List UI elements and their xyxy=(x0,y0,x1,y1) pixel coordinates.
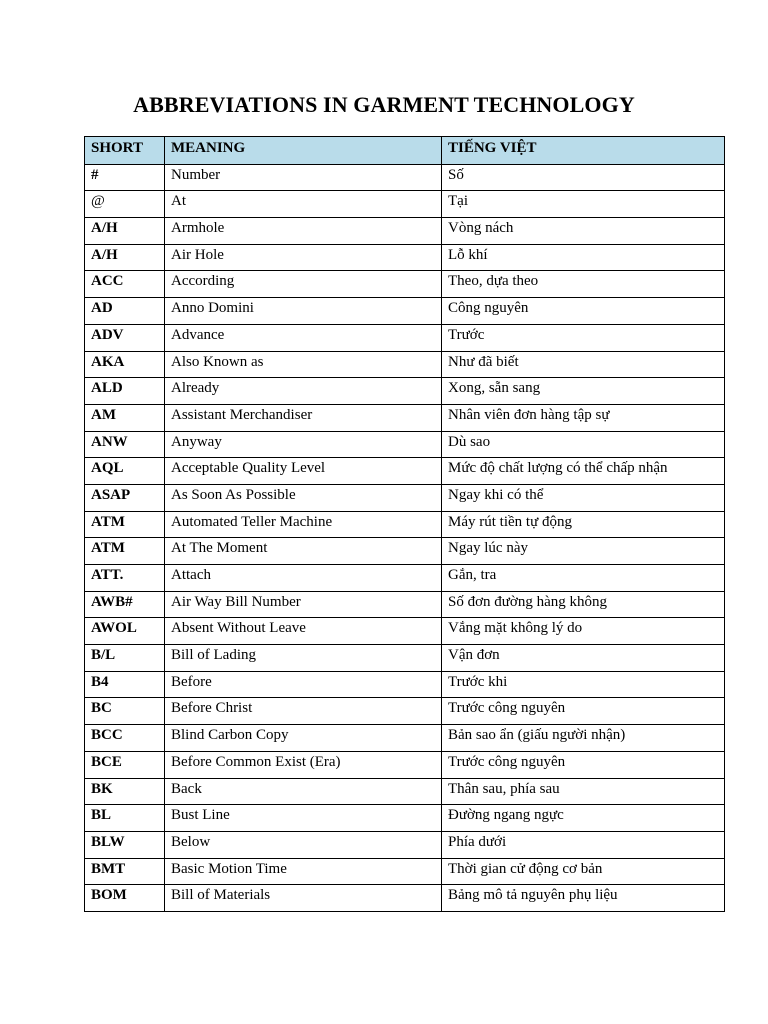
table-row xyxy=(85,191,725,218)
cell-short: AWB# xyxy=(85,591,165,618)
cell-meaning: Automated Teller Machine xyxy=(165,511,442,538)
cell-vietnamese: Mức độ chất lượng có thể chấp nhận xyxy=(442,458,725,485)
cell-meaning: Before Christ xyxy=(165,698,442,725)
cell-meaning: At The Moment xyxy=(165,538,442,565)
cell-short: ACC xyxy=(85,271,165,298)
table-header-row xyxy=(85,137,725,165)
cell-short: ADV xyxy=(85,324,165,351)
cell-vietnamese: Trước công nguyên xyxy=(442,751,725,778)
table-row xyxy=(85,831,725,858)
cell-vietnamese: Số đơn đường hàng không xyxy=(442,591,725,618)
cell-short: BL xyxy=(85,805,165,832)
table-row xyxy=(85,298,725,325)
cell-meaning: According xyxy=(165,271,442,298)
table-row xyxy=(85,778,725,805)
table-row xyxy=(85,431,725,458)
table-row xyxy=(85,565,725,592)
cell-short: BCC xyxy=(85,725,165,752)
cell-vietnamese: Như đã biết xyxy=(442,351,725,378)
table-row xyxy=(85,698,725,725)
table-row xyxy=(85,378,725,405)
cell-vietnamese: Thời gian cử động cơ bản xyxy=(442,858,725,885)
cell-short: B/L xyxy=(85,645,165,672)
table-row xyxy=(85,351,725,378)
column-header-vietnamese: TIẾNG VIỆT xyxy=(442,137,725,165)
cell-vietnamese: Công nguyên xyxy=(442,298,725,325)
cell-vietnamese: Phía dưới xyxy=(442,831,725,858)
cell-meaning: Anyway xyxy=(165,431,442,458)
cell-meaning: Also Known as xyxy=(165,351,442,378)
cell-short: ATM xyxy=(85,511,165,538)
cell-short: ATT. xyxy=(85,565,165,592)
cell-meaning: As Soon As Possible xyxy=(165,484,442,511)
cell-short: A/H xyxy=(85,244,165,271)
table-row xyxy=(85,484,725,511)
cell-meaning: Assistant Merchandiser xyxy=(165,404,442,431)
cell-meaning: Bill of Lading xyxy=(165,645,442,672)
cell-short: BCE xyxy=(85,751,165,778)
table-row xyxy=(85,458,725,485)
cell-meaning: Armhole xyxy=(165,218,442,245)
column-header-meaning: MEANING xyxy=(165,137,442,165)
table-row xyxy=(85,751,725,778)
cell-vietnamese: Vòng nách xyxy=(442,218,725,245)
abbreviations-table xyxy=(84,136,725,912)
table-row xyxy=(85,885,725,912)
cell-meaning: Basic Motion Time xyxy=(165,858,442,885)
cell-meaning: Absent Without Leave xyxy=(165,618,442,645)
table-row xyxy=(85,618,725,645)
table-row xyxy=(85,671,725,698)
cell-vietnamese: Lỗ khí xyxy=(442,244,725,271)
table-row xyxy=(85,404,725,431)
cell-short: AWOL xyxy=(85,618,165,645)
cell-vietnamese: Bảng mô tả nguyên phụ liệu xyxy=(442,885,725,912)
table-row xyxy=(85,324,725,351)
table-row xyxy=(85,271,725,298)
table-row xyxy=(85,645,725,672)
cell-meaning: Before xyxy=(165,671,442,698)
cell-short: BMT xyxy=(85,858,165,885)
cell-vietnamese: Ngay khi có thể xyxy=(442,484,725,511)
cell-meaning: Already xyxy=(165,378,442,405)
cell-vietnamese: Trước công nguyên xyxy=(442,698,725,725)
cell-vietnamese: Gắn, tra xyxy=(442,565,725,592)
cell-short: BC xyxy=(85,698,165,725)
cell-short: BOM xyxy=(85,885,165,912)
cell-meaning: Bust Line xyxy=(165,805,442,832)
cell-meaning: Bill of Materials xyxy=(165,885,442,912)
cell-meaning: Acceptable Quality Level xyxy=(165,458,442,485)
cell-meaning: At xyxy=(165,191,442,218)
table-row xyxy=(85,218,725,245)
cell-vietnamese: Đường ngang ngực xyxy=(442,805,725,832)
cell-meaning: Before Common Exist (Era) xyxy=(165,751,442,778)
cell-vietnamese: Vận đơn xyxy=(442,645,725,672)
cell-short: AKA xyxy=(85,351,165,378)
cell-vietnamese: Bản sao ẩn (giấu người nhận) xyxy=(442,725,725,752)
table-row xyxy=(85,725,725,752)
cell-short: ASAP xyxy=(85,484,165,511)
cell-vietnamese: Vắng mặt không lý do xyxy=(442,618,725,645)
cell-meaning: Advance xyxy=(165,324,442,351)
cell-short: # xyxy=(85,164,165,191)
cell-meaning: Air Way Bill Number xyxy=(165,591,442,618)
cell-short: AD xyxy=(85,298,165,325)
cell-short: ANW xyxy=(85,431,165,458)
cell-meaning: Back xyxy=(165,778,442,805)
cell-vietnamese: Theo, dựa theo xyxy=(442,271,725,298)
cell-vietnamese: Trước xyxy=(442,324,725,351)
cell-meaning: Attach xyxy=(165,565,442,592)
cell-vietnamese: Tại xyxy=(442,191,725,218)
table-row xyxy=(85,858,725,885)
page-title: ABBREVIATIONS IN GARMENT TECHNOLOGY xyxy=(133,92,635,117)
cell-vietnamese: Trước khi xyxy=(442,671,725,698)
cell-short: B4 xyxy=(85,671,165,698)
cell-meaning: Air Hole xyxy=(165,244,442,271)
cell-short: ATM xyxy=(85,538,165,565)
cell-vietnamese: Ngay lúc này xyxy=(442,538,725,565)
cell-short: BK xyxy=(85,778,165,805)
cell-meaning: Anno Domini xyxy=(165,298,442,325)
cell-vietnamese: Nhân viên đơn hàng tập sự xyxy=(442,404,725,431)
cell-short: ALD xyxy=(85,378,165,405)
cell-short: A/H xyxy=(85,218,165,245)
table-row xyxy=(85,538,725,565)
cell-meaning: Number xyxy=(165,164,442,191)
cell-vietnamese: Máy rút tiền tự động xyxy=(442,511,725,538)
table-row xyxy=(85,244,725,271)
cell-vietnamese: Xong, sẵn sang xyxy=(442,378,725,405)
table-row xyxy=(85,164,725,191)
cell-short: BLW xyxy=(85,831,165,858)
cell-meaning: Blind Carbon Copy xyxy=(165,725,442,752)
table-row xyxy=(85,591,725,618)
cell-short: AM xyxy=(85,404,165,431)
cell-short: @ xyxy=(85,191,165,218)
cell-vietnamese: Số xyxy=(442,164,725,191)
cell-meaning: Below xyxy=(165,831,442,858)
table-row xyxy=(85,805,725,832)
cell-vietnamese: Dù sao xyxy=(442,431,725,458)
table-body xyxy=(85,164,725,911)
table-row xyxy=(85,511,725,538)
cell-short: AQL xyxy=(85,458,165,485)
column-header-short: SHORT xyxy=(85,137,165,165)
cell-vietnamese: Thân sau, phía sau xyxy=(442,778,725,805)
